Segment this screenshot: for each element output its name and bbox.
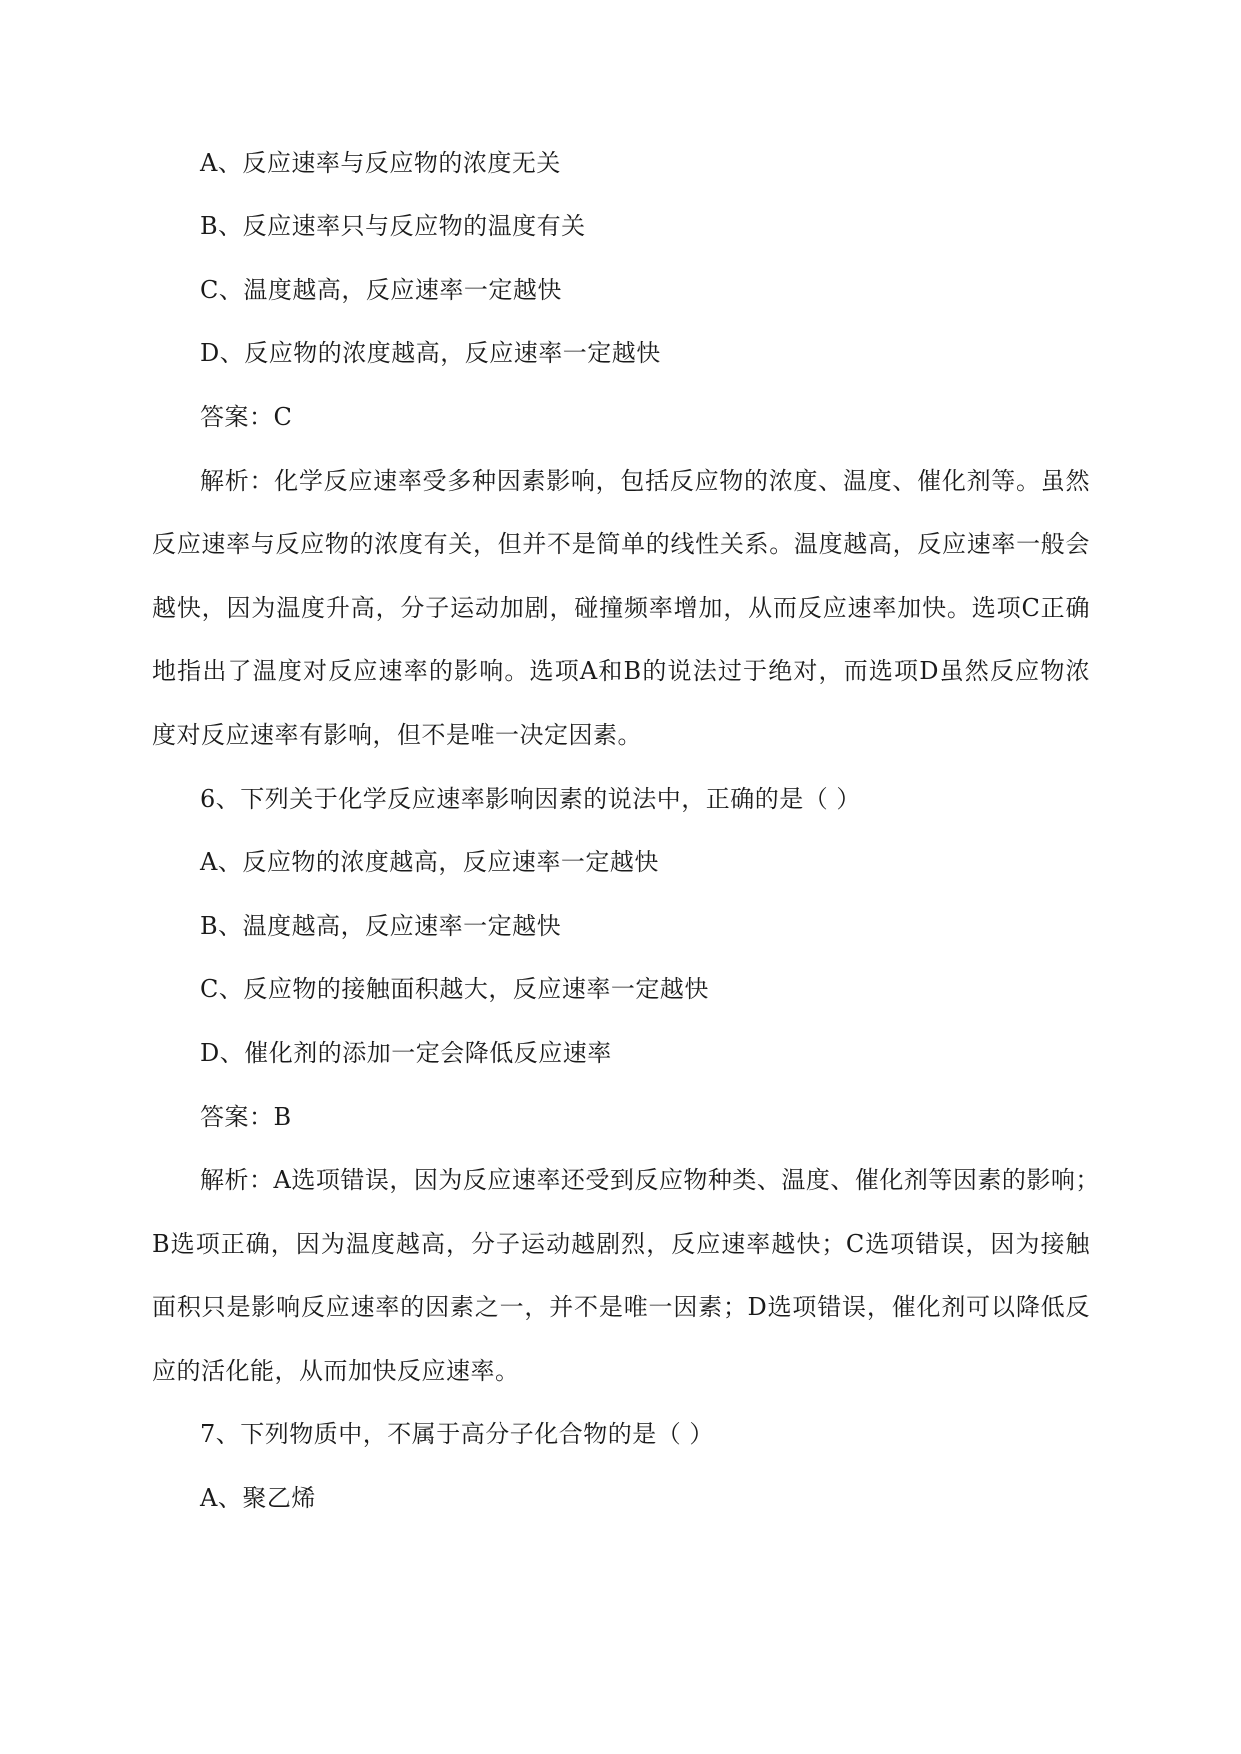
q5-explanation-line: 解析：化学反应速率受多种因素影响，包括反应物的浓度、温度、催化剂等。虽然 — [200, 467, 1090, 495]
q5-option-c: C、温度越高，反应速率一定越快 — [200, 276, 562, 304]
q5-option-a: A、反应速率与反应物的浓度无关 — [200, 149, 561, 177]
q7-question: 7、下列物质中，不属于高分子化合物的是（ ） — [200, 1420, 714, 1448]
q6-option-a: A、反应物的浓度越高，反应速率一定越快 — [200, 848, 659, 876]
q5-explanation-line: 度对反应速率有影响，但不是唯一决定因素。 — [152, 721, 642, 749]
q6-question: 6、下列关于化学反应速率影响因素的说法中，正确的是（ ） — [200, 785, 861, 813]
q6-explanation-line: B选项正确，因为温度越高，分子运动越剧烈，反应速率越快；C选项错误，因为接触 — [152, 1230, 1090, 1258]
q6-explanation-line: 解析：A选项错误，因为反应速率还受到反应物种类、温度、催化剂等因素的影响； — [200, 1166, 1100, 1194]
q6-answer: 答案：B — [200, 1103, 292, 1131]
q6-option-d: D、催化剂的添加一定会降低反应速率 — [200, 1039, 612, 1067]
q5-answer: 答案：C — [200, 403, 293, 431]
q6-explanation-line: 面积只是影响反应速率的因素之一，并不是唯一因素；D选项错误，催化剂可以降低反 — [152, 1293, 1090, 1321]
q5-option-b: B、反应速率只与反应物的温度有关 — [200, 212, 586, 240]
q6-option-b: B、温度越高，反应速率一定越快 — [200, 912, 562, 940]
q5-explanation-line: 越快，因为温度升高，分子运动加剧，碰撞频率增加，从而反应速率加快。选项C正确 — [152, 594, 1090, 622]
q6-explanation-line: 应的活化能，从而加快反应速率。 — [152, 1357, 520, 1385]
q5-explanation-line: 反应速率与反应物的浓度有关，但并不是简单的线性关系。温度越高，反应速率一般会 — [152, 530, 1090, 558]
q5-option-d: D、反应物的浓度越高，反应速率一定越快 — [200, 339, 661, 367]
q6-option-c: C、反应物的接触面积越大，反应速率一定越快 — [200, 975, 709, 1003]
q7-option-a: A、聚乙烯 — [200, 1484, 316, 1512]
q5-explanation-line: 地指出了温度对反应速率的影响。选项A和B的说法过于绝对，而选项D虽然反应物浓 — [152, 657, 1090, 685]
